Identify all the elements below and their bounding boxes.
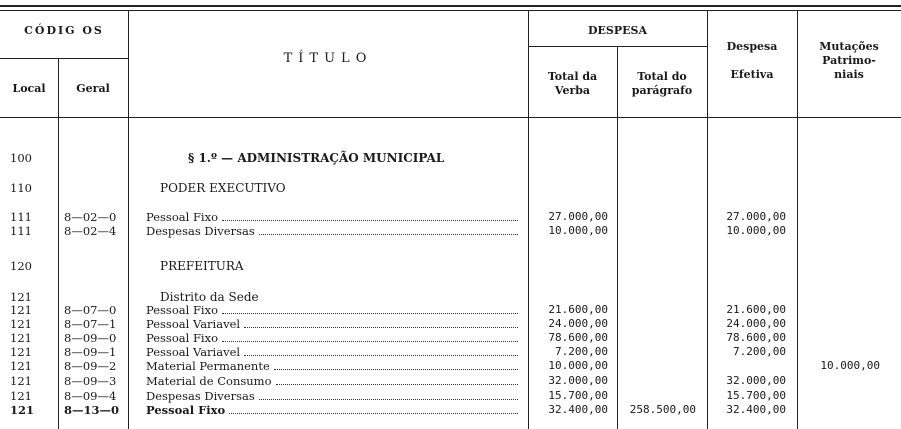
row-total-verba: 10.000,00 — [548, 359, 608, 372]
row-mutacoes: 10.000,00 — [820, 359, 880, 372]
dot-leader — [274, 369, 518, 370]
row-despesa-efetiva: 27.000,00 — [726, 210, 786, 223]
row-total-verba: 15.700,00 — [548, 389, 608, 402]
row-geral-code: 8—09—1 — [64, 345, 117, 359]
row-total-paragrafo: 258.500,00 — [629, 403, 696, 416]
dot-leader — [222, 220, 518, 221]
header-local: Local — [12, 82, 46, 95]
row-title: Pessoal Variavel — [146, 317, 241, 331]
row-despesa-efetiva: 78.600,00 — [726, 331, 786, 344]
row-geral-code: 8—09—3 — [64, 374, 117, 388]
row-title: Material de Consumo — [146, 374, 272, 388]
codigos-rule — [0, 58, 128, 59]
top-rule-2 — [0, 10, 901, 11]
dot-leader — [276, 384, 518, 385]
dot-leader — [222, 341, 518, 342]
row-total-verba: 78.600,00 — [548, 331, 608, 344]
header-geral: Geral — [76, 82, 110, 95]
header-despesa: DESPESA — [587, 24, 647, 37]
row-geral-code: 8—02—4 — [64, 224, 117, 238]
header-despesa-efetiva: Despesa Efetiva — [726, 40, 778, 81]
row-total-verba: 21.600,00 — [548, 303, 608, 316]
col-divider-local — [58, 58, 59, 429]
row-total-verba: 32.400,00 — [548, 403, 608, 416]
row-local-code: 110 — [10, 181, 32, 195]
col-divider-geral — [128, 10, 129, 429]
row-despesa-efetiva: 10.000,00 — [726, 224, 786, 237]
row-geral-code: 8—13—0 — [64, 403, 120, 417]
dot-leader — [222, 313, 518, 314]
row-title: Pessoal Fixo — [146, 303, 219, 317]
row-local-code: 111 — [10, 224, 32, 238]
row-despesa-efetiva: 32.000,00 — [726, 374, 786, 387]
header-total-verba: Total da Verba — [547, 70, 598, 97]
row-local-code: 121 — [10, 317, 32, 331]
row-despesa-efetiva: 32.400,00 — [726, 403, 786, 416]
header-titulo: TÍTULO — [283, 51, 373, 66]
dot-leader — [259, 234, 518, 235]
header-bottom-rule — [0, 117, 901, 118]
dot-leader — [244, 327, 518, 328]
row-title: Pessoal Fixo — [146, 210, 219, 224]
row-title: § 1.º — ADMINISTRAÇÃO MUNICIPAL — [188, 151, 445, 165]
row-despesa-efetiva: 7.200,00 — [733, 345, 786, 358]
row-local-code: 121 — [10, 403, 35, 417]
row-despesa-efetiva: 21.600,00 — [726, 303, 786, 316]
dot-leader — [229, 413, 518, 414]
row-total-verba: 24.000,00 — [548, 317, 608, 330]
dot-leader — [244, 355, 518, 356]
row-geral-code: 8—09—0 — [64, 331, 117, 345]
row-local-code: 121 — [10, 303, 32, 317]
row-local-code: 121 — [10, 359, 32, 373]
row-title: Material Permanente — [146, 359, 270, 373]
row-title: Distrito da Sede — [160, 290, 259, 304]
row-local-code: 121 — [10, 374, 32, 388]
row-local-code: 120 — [10, 259, 32, 273]
row-geral-code: 8—07—0 — [64, 303, 117, 317]
row-local-code: 121 — [10, 331, 32, 345]
row-total-verba: 7.200,00 — [555, 345, 608, 358]
dot-leader — [259, 399, 518, 400]
header-mutacoes: Mutações Patrimo- niais — [819, 40, 879, 81]
header-codigos: CÓDIG OS — [24, 24, 104, 37]
row-local-code: 100 — [10, 151, 32, 165]
col-divider-verba — [617, 46, 618, 429]
row-geral-code: 8—07—1 — [64, 317, 117, 331]
row-despesa-efetiva: 15.700,00 — [726, 389, 786, 402]
row-geral-code: 8—09—4 — [64, 389, 117, 403]
header-total-paragrafo: Total do parágrafo — [631, 70, 693, 97]
row-total-verba: 32.000,00 — [548, 374, 608, 387]
row-title: PODER EXECUTIVO — [160, 181, 286, 195]
row-local-code: 121 — [10, 290, 32, 304]
row-local-code: 121 — [10, 389, 32, 403]
row-title: Pessoal Fixo — [146, 331, 219, 345]
top-rule — [0, 5, 901, 7]
row-geral-code: 8—09—2 — [64, 359, 117, 373]
row-total-verba: 10.000,00 — [548, 224, 608, 237]
row-title: Pessoal Variavel — [146, 345, 241, 359]
row-title: Despesas Diversas — [146, 389, 255, 403]
row-geral-code: 8—02—0 — [64, 210, 117, 224]
row-title: Despesas Diversas — [146, 224, 255, 238]
row-local-code: 111 — [10, 210, 32, 224]
row-total-verba: 27.000,00 — [548, 210, 608, 223]
row-title: Pessoal Fixo — [146, 403, 226, 417]
row-despesa-efetiva: 24.000,00 — [726, 317, 786, 330]
row-local-code: 121 — [10, 345, 32, 359]
row-title: PREFEITURA — [160, 259, 244, 273]
